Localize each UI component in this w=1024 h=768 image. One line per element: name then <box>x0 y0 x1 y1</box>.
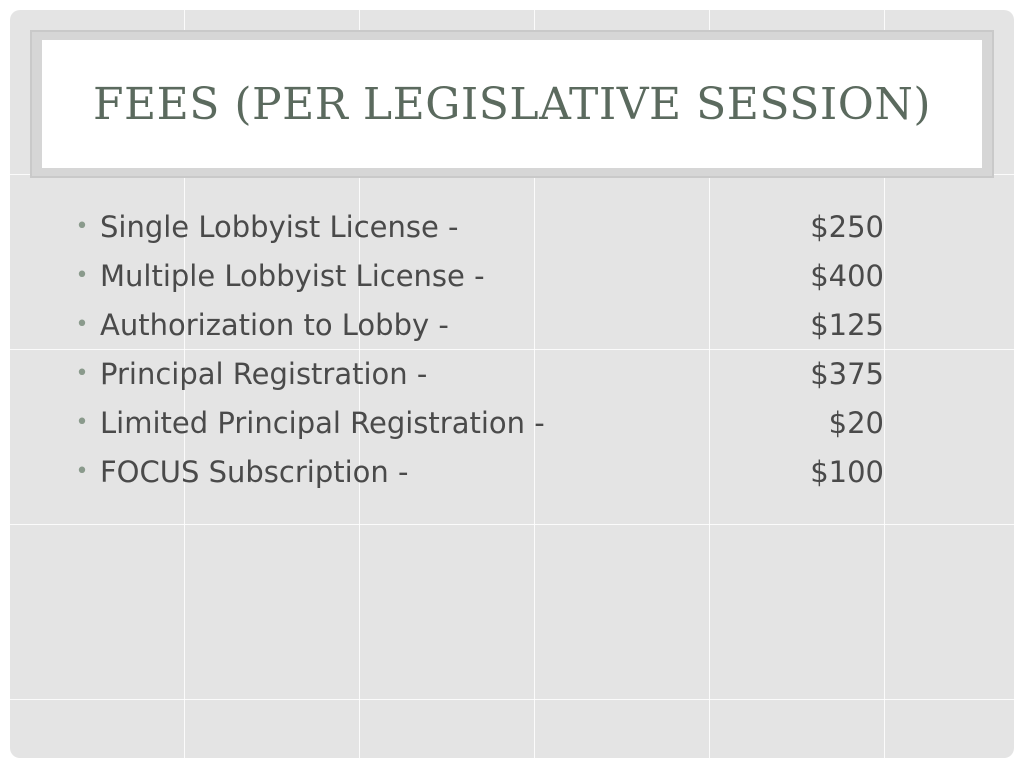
fee-label: Multiple Lobbyist License - <box>100 258 485 293</box>
fee-row <box>72 202 892 251</box>
fee-amount: $100 <box>810 454 884 489</box>
fee-row <box>72 398 892 447</box>
fee-amount: $250 <box>810 209 884 244</box>
fee-list <box>72 202 892 496</box>
fee-amount: $125 <box>810 307 884 342</box>
fee-amount: $375 <box>810 356 884 391</box>
slide <box>10 10 1014 758</box>
bullet-icon: • <box>75 263 89 288</box>
fee-row <box>72 349 892 398</box>
bullet-icon: • <box>75 410 89 435</box>
fee-amount: $400 <box>810 258 884 293</box>
fee-row <box>72 447 892 496</box>
slide-title: FEES (PER LEGISLATIVE SESSION) <box>92 78 931 130</box>
fee-row <box>72 251 892 300</box>
title-frame <box>30 30 994 178</box>
fee-label: Single Lobbyist License - <box>100 209 459 244</box>
fee-label: Limited Principal Registration - <box>100 405 545 440</box>
title-panel <box>42 40 982 168</box>
fee-amount: $20 <box>828 405 884 440</box>
fee-row <box>72 300 892 349</box>
bullet-icon: • <box>75 361 89 386</box>
bullet-icon: • <box>75 312 89 337</box>
bullet-icon: • <box>75 459 89 484</box>
fee-label: Authorization to Lobby - <box>100 307 449 342</box>
bullet-icon: • <box>75 214 89 239</box>
fee-label: FOCUS Subscription - <box>100 454 409 489</box>
fee-label: Principal Registration - <box>100 356 428 391</box>
